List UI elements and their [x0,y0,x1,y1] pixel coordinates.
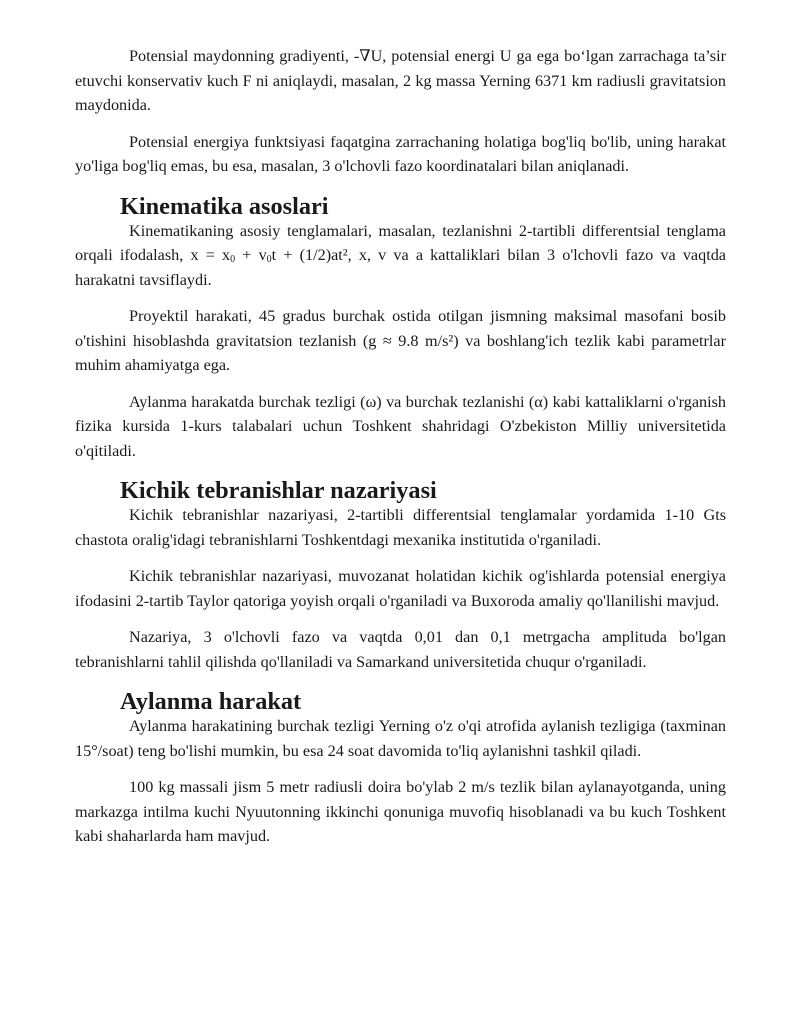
paragraph-potential-energy: Potensial energiya funktsiyasi faqatgina zarrachaning holatiga bog'liq bo'lib, uning harakat yo'liga bog'liq emas, bu esa, masalan, 3 o'lchovli fazo koordinatalari bilan aniqlanadi. [75,132,726,175]
paragraph-gradient: Potensial maydonning gradiyenti, -∇U, potensial energi U ga ega bo‘lgan zarrachaga ta’sir etuvchi konservativ kuch F ni aniqlaydi, masalan, 2 kg massa Yerning 6371 km radiusli gravitatsion maydonida. [75,47,726,114]
heading-small-oscillations: Kichik tebranishlar nazariyasi [120,477,437,504]
heading-kinematics: Kinematika asoslari [120,192,329,220]
heading-circular-motion: Aylanma harakat [120,688,302,715]
paragraph-circular-1: Aylanma harakatining burchak tezligi Yerning o'z o'qi atrofida aylanish tezligiga (taxminan 15°/soat) teng bo'lishi mumkin, bu esa 24 soat davomida to'liq aylanishni tashkil qiladi. [75,717,726,760]
paragraph-projectile: Proyektil harakati, 45 gradus burchak ostida otilgan jismning maksimal masofani bosib o'tishini hisoblashda gravitatsion tezlanish (g ≈ 9.8 m/s²) va boshlang'ich tezlik kabi parametrlar muhim ahamiyatga ega. [75,307,726,374]
paragraph-oscillations-2: Kichik tebranishlar nazariyasi, muvozanat holatidan kichik og'ishlarda potensial energiya ifodasini 2-tartib Taylor qatoriga yoyish orqali o'rganiladi va Buxoroda amaliy qo'llanilishi mavjud. [75,567,726,610]
paragraph-circular-2: 100 kg massali jism 5 metr radiusli doira bo'ylab 2 m/s tezlik bilan aylanayotganda, uning markazga intilma kuchi Nyuutonning ikkinchi qonuniga muvofiq hisoblanadi va bu kuch Toshkent kabi shaharlarda ham mavjud. [75,778,726,845]
paragraph-rotational: Aylanma harakatda burchak tezligi (ω) va burchak tezlanishi (α) kabi kattaliklarni o'rganish fizika kursida 1-kurs talabalari uchun Toshkent shahridagi O'zbekiston Milliy universitetida o'qitiladi. [75,392,726,460]
paragraph-kinematics-equations: Kinematikaning asosiy tenglamalari, masalan, tezlanishni 2-tartibli differentsial tenglama orqali ifodalash, $x = x_0 + v_0t + (1/2)at^2$, x, v va a kattaliklari bilan 3 o'lchovli fazo va vaqtda harakatni tavsiflaydi. [75,221,726,289]
paragraph-oscillations-1: Kichik tebranishlar nazariyasi, 2-tartibli differentsial tenglamalar yordamida 1-10 Gts chastota oralig'idagi tebranishlarni Toshkentdagi mexanika institutida o'rganiladi. [75,506,726,549]
paragraph-oscillations-3: Nazariya, 3 o'lchovli fazo va vaqtda 0,01 dan 0,1 metrgacha amplituda bo'lgan tebranishlarni tahlil qilishda qo'llaniladi va Samarkand universitetida chuqur o'rganiladi. [75,628,726,671]
